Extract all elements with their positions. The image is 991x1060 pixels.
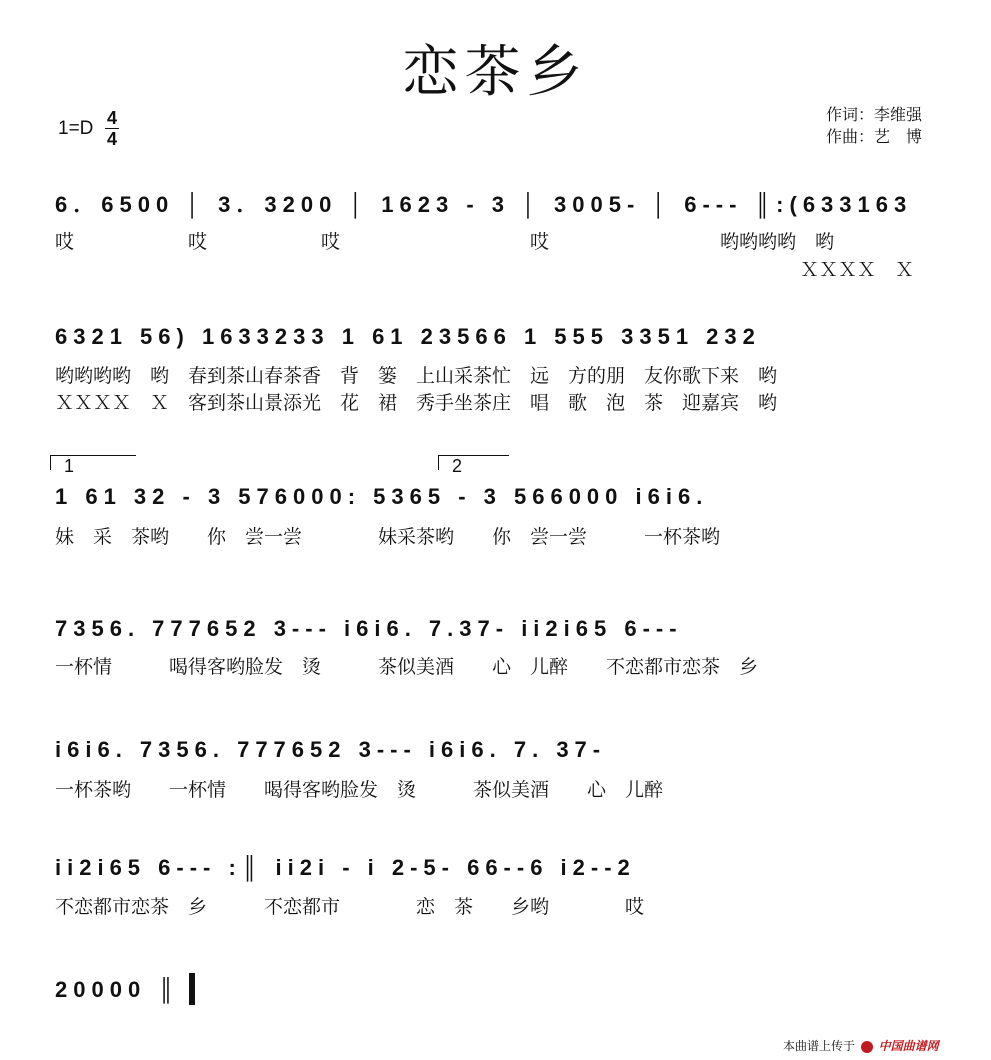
volta-number-2: 2 [452, 456, 463, 476]
lyricist: 作词：李维强 [826, 105, 923, 124]
composer: 作曲：艺 博 [826, 127, 923, 146]
site-logo-icon [861, 1041, 873, 1053]
credits [826, 104, 922, 148]
lyrics-line-1a: 哎 哎 哎 哎 哟哟哟哟 哟 [55, 231, 835, 253]
notation-line-5: i6i6. 7356. 777652 3--- i6i6. 7. 37- [55, 737, 607, 762]
footer-brand: 中国曲谱网 [878, 1039, 939, 1053]
lyrics-line-2b: ＸＸＸＸ Ｘ 客到茶山景添光 花 裙 秀手坐茶庄 唱 歌 泡 茶 迎嘉宾 哟 [55, 392, 778, 414]
lyrics-line-1b: ＸＸＸＸ Ｘ [800, 259, 915, 281]
song-title: 恋茶乡 [402, 40, 589, 105]
lyrics-line-2a: 哟哟哟哟 哟 春到茶山春茶香 背 篓 上山采茶忙 远 方的朋 友你歌下来 哟 [55, 365, 778, 387]
notation-line-7: 20000 ║ [55, 977, 180, 1002]
volta-number-1: 1 [64, 456, 75, 476]
time-signature-top: 4 [106, 108, 117, 128]
notation-line-6: ii2i65 6--- :║ ii2i - i 2-5- 66--6 i2--2 [55, 855, 636, 880]
final-barline [189, 973, 195, 1005]
notation-line-3: 1 61 32 - 3 576000: 5365 - 3 566000 i6i6. [55, 484, 709, 509]
notation-line-4: 7356. 777652 3--- i6i6. 7.37- ii2i65 6--- [55, 616, 683, 641]
lyrics-line-6: 不恋都市恋茶 乡 不恋都市 恋 茶 乡哟 哎 [55, 896, 645, 918]
lyrics-line-4: 一杯情 喝得客哟脸发 烫 茶似美酒 心 儿醉 不恋都市恋茶 乡 [55, 656, 759, 678]
volta-bracket-2 [438, 455, 509, 470]
time-signature [104, 108, 120, 149]
volta-bracket-1 [50, 455, 136, 470]
time-signature-bottom: 4 [106, 129, 117, 149]
footer [783, 1037, 939, 1054]
notation-line-2: 6321 56) 1633233 1 61 23566 1 555 3351 232 [55, 324, 761, 349]
lyrics-line-3: 妹 采 茶哟 你 尝一尝 妹采茶哟 你 尝一尝 一杯茶哟 [55, 526, 721, 548]
lyrics-line-5: 一杯茶哟 一杯情 喝得客哟脸发 烫 茶似美酒 心 儿醉 [55, 779, 664, 801]
key-signature: 1=D [58, 118, 94, 139]
notation-line-1: 6．6500 │ 3．3200 │ 1623 - 3 │ 3005- │ 6--- ║:(633163 [55, 192, 913, 217]
footer-text: 本曲谱上传于 [783, 1039, 856, 1053]
